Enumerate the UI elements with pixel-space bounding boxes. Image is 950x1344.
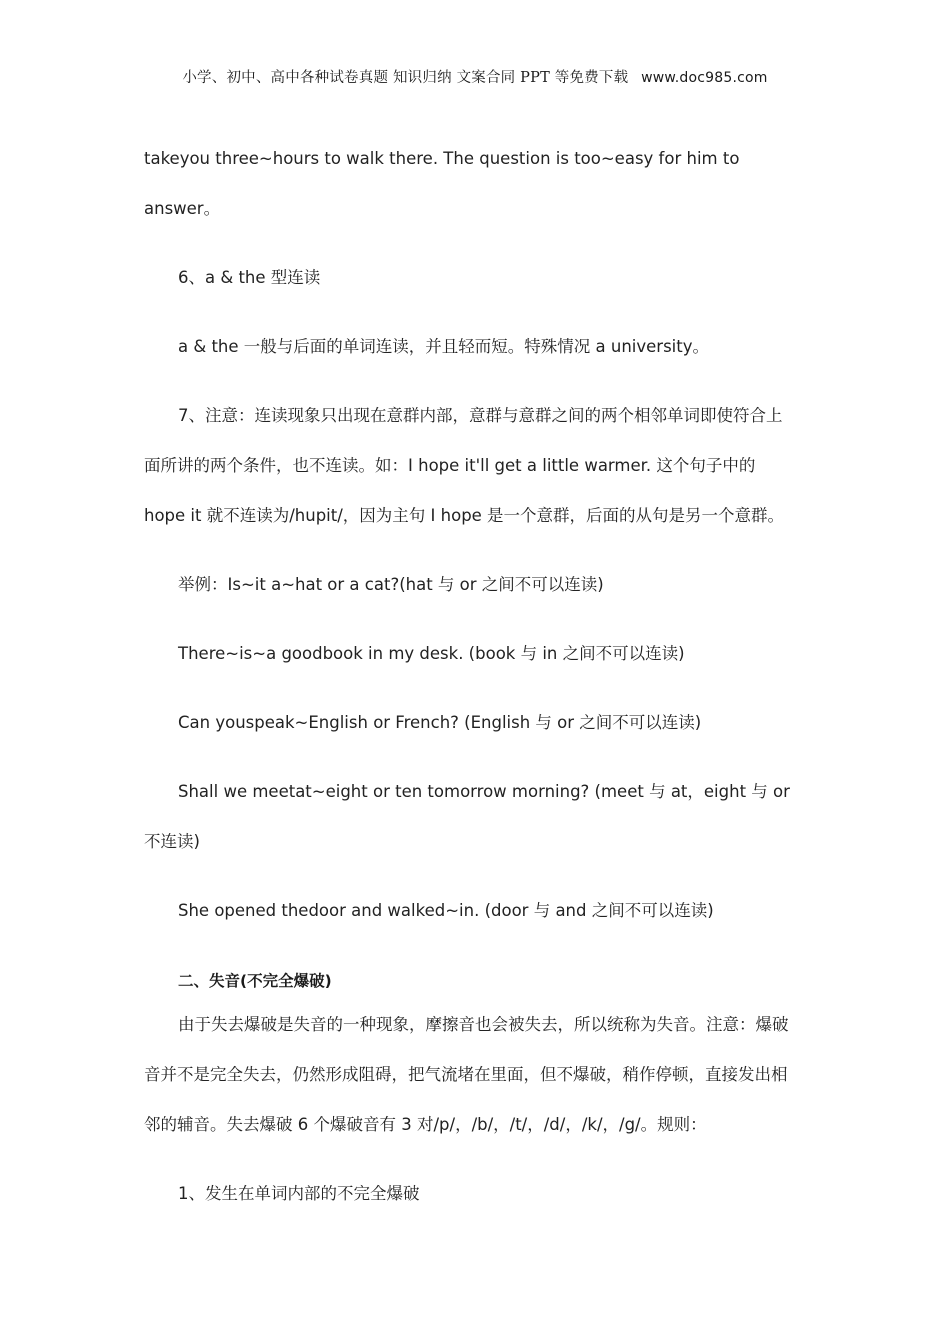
- paragraph-line: hope it 就不连读为/hupit/，因为主句 I hope 是一个意群，后面的从句是另一个意群。: [144, 506, 785, 525]
- section-heading: 二、失音(不完全爆破): [178, 972, 332, 990]
- paragraph-line: a & the 一般与后面的单词连读，并且轻而短。特殊情况 a university。: [178, 337, 710, 356]
- example-line: Can youspeak~English or French? (English 与 or 之间不可以连读): [178, 713, 702, 732]
- paragraph-line: 面所讲的两个条件，也不连读。如：I hope it'll get a little warmer. 这个句子中的: [144, 456, 756, 475]
- paragraph-line: takeyou three~hours to walk there. The question is too~easy for him to: [144, 149, 740, 168]
- section-heading: 1、发生在单词内部的不完全爆破: [178, 1184, 420, 1203]
- example-line: There~is~a goodbook in my desk. (book 与 in 之间不可以连读): [178, 644, 685, 663]
- example-line: She opened thedoor and walked~in. (door 与 and 之间不可以连读): [178, 901, 714, 920]
- paragraph-line: answer。: [144, 199, 221, 218]
- paragraph-line: 由于失去爆破是失音的一种现象，摩擦音也会被失去，所以统称为失音。注意：爆破: [178, 1015, 789, 1034]
- example-line: Shall we meetat~eight or ten tomorrow morning? (meet 与 at，eight 与 or: [178, 782, 790, 801]
- paragraph-line: 音并不是完全失去，仍然形成阻碍，把气流堵在里面，但不爆破，稍作停顿，直接发出相: [144, 1065, 788, 1084]
- page-header: [0, 66, 950, 87]
- paragraph-line: 7、注意：连读现象只出现在意群内部，意群与意群之间的两个相邻单词即使符合上: [178, 406, 783, 425]
- paragraph-line: 邻的辅音。失去爆破 6 个爆破音有 3 对/p/，/b/，/t/，/d/，/k/，/g/。规则：: [144, 1115, 707, 1134]
- header-url[interactable]: www.doc985.com: [641, 70, 768, 86]
- section-heading: 6、a & the 型连读: [178, 268, 321, 287]
- header-text: 小学、初中、高中各种试卷真题 知识归纳 文案合同 PPT 等免费下载: [182, 70, 629, 86]
- example-line: 不连读): [144, 832, 200, 851]
- example-line: 举例：Is~it a~hat or a cat?(hat 与 or 之间不可以连读): [178, 575, 604, 594]
